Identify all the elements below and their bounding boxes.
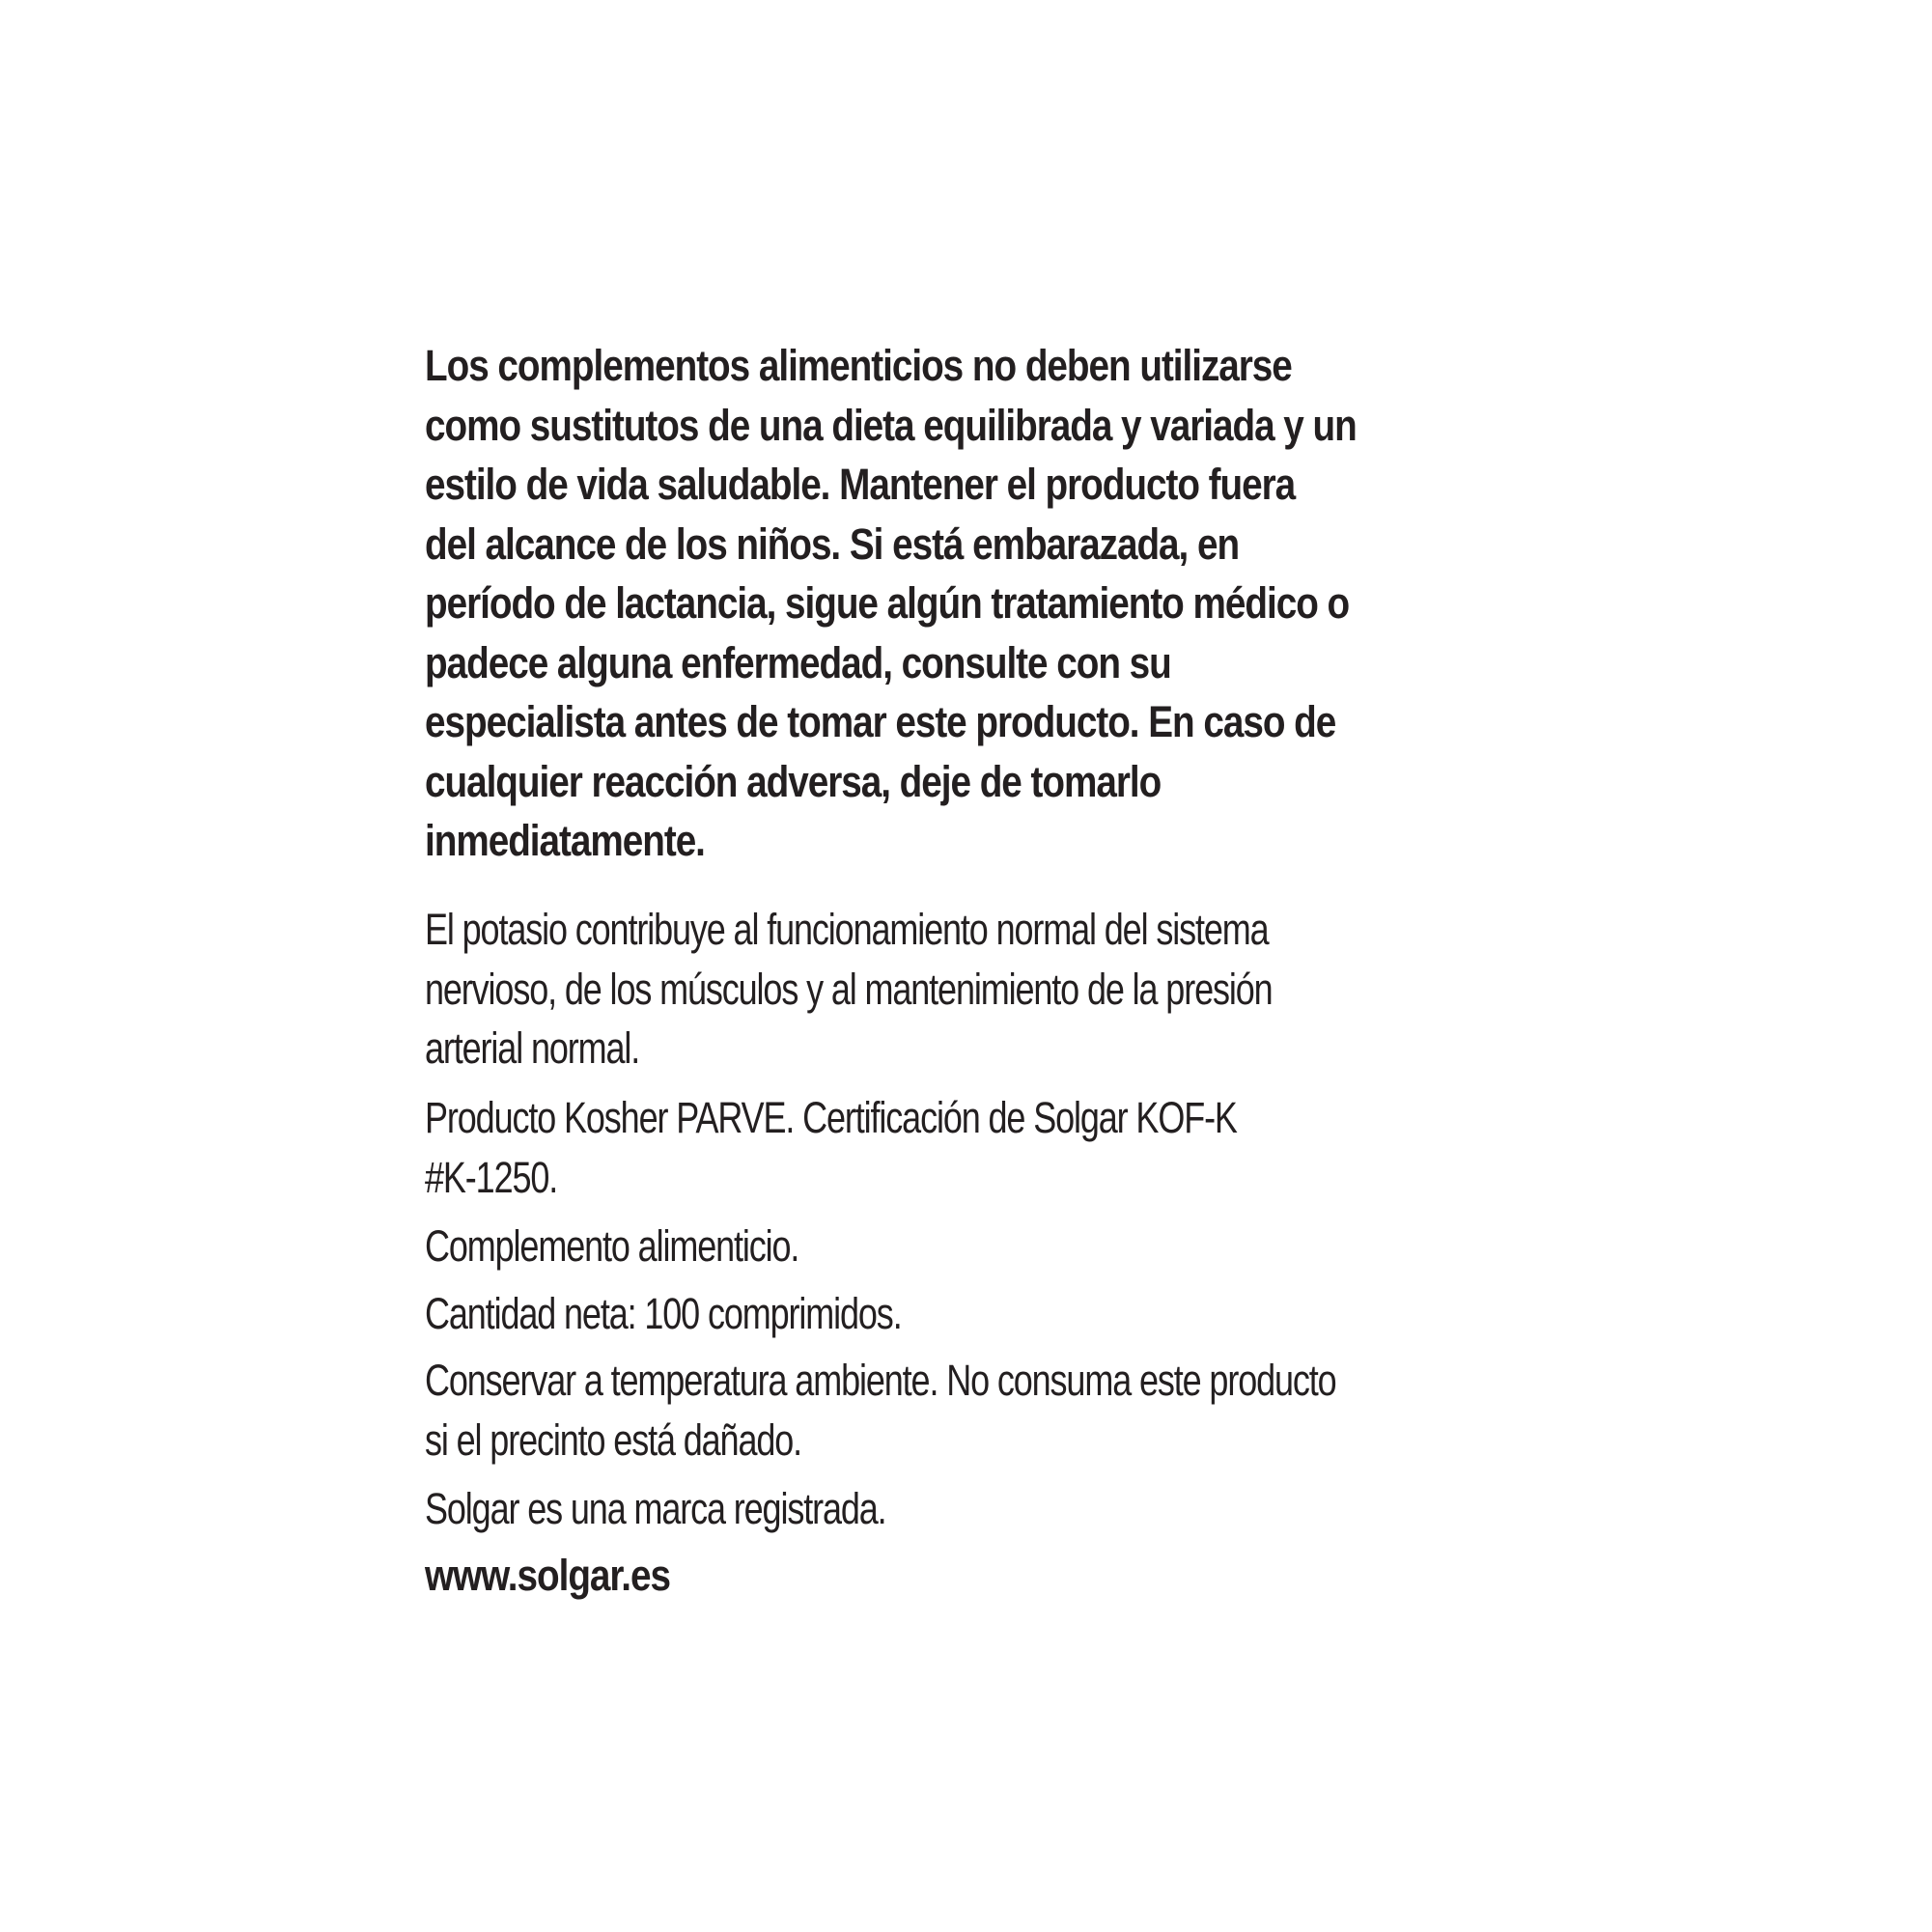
warning-line: padece alguna enfermedad, consulte con su [425, 637, 1171, 687]
warning-paragraph [425, 336, 1583, 871]
warning-line: especialista antes de tomar este producto. En caso de [425, 697, 1336, 746]
potassium-line: arterial normal. [425, 1023, 640, 1073]
warning-line: cualquier reacción adversa, deje de tomarlo [425, 756, 1162, 806]
net-quantity-line: Cantidad neta: 100 comprimidos. [425, 1289, 902, 1338]
potassium-claim-paragraph [425, 900, 1583, 1078]
website-link[interactable]: www.solgar.es [425, 1551, 671, 1600]
supplement-statement [425, 1217, 1583, 1276]
kosher-line: #K-1250. [425, 1152, 558, 1202]
storage-paragraph [425, 1351, 1583, 1470]
storage-line: Conservar a temperatura ambiente. No consuma este producto [425, 1356, 1336, 1405]
trademark-statement [425, 1479, 1583, 1539]
potassium-line: El potasio contribuye al funcionamiento normal del sistema [425, 905, 1269, 954]
warning-line: inmediatamente. [425, 816, 705, 865]
warning-line: período de lactancia, sigue algún tratamiento médico o [425, 578, 1350, 628]
warning-line: estilo de vida saludable. Mantener el producto fuera [425, 460, 1296, 509]
kosher-paragraph [425, 1088, 1583, 1207]
warning-line: Los complementos alimenticios no deben utilizarse [425, 341, 1292, 390]
net-quantity [425, 1284, 1583, 1344]
warning-line: como sustitutos de una dieta equilibrada y variada y un [425, 400, 1357, 450]
potassium-line: nervioso, de los músculos y al mantenimiento de la presión [425, 964, 1273, 1014]
trademark-line: Solgar es una marca registrada. [425, 1484, 886, 1533]
warning-line: del alcance de los niños. Si está embarazada, en [425, 518, 1240, 569]
storage-line: si el precinto está dañado. [425, 1414, 802, 1465]
kosher-line: Producto Kosher PARVE. Certificación de Solgar KOF-K [425, 1093, 1237, 1142]
supplement-line: Complemento alimenticio. [425, 1221, 799, 1271]
